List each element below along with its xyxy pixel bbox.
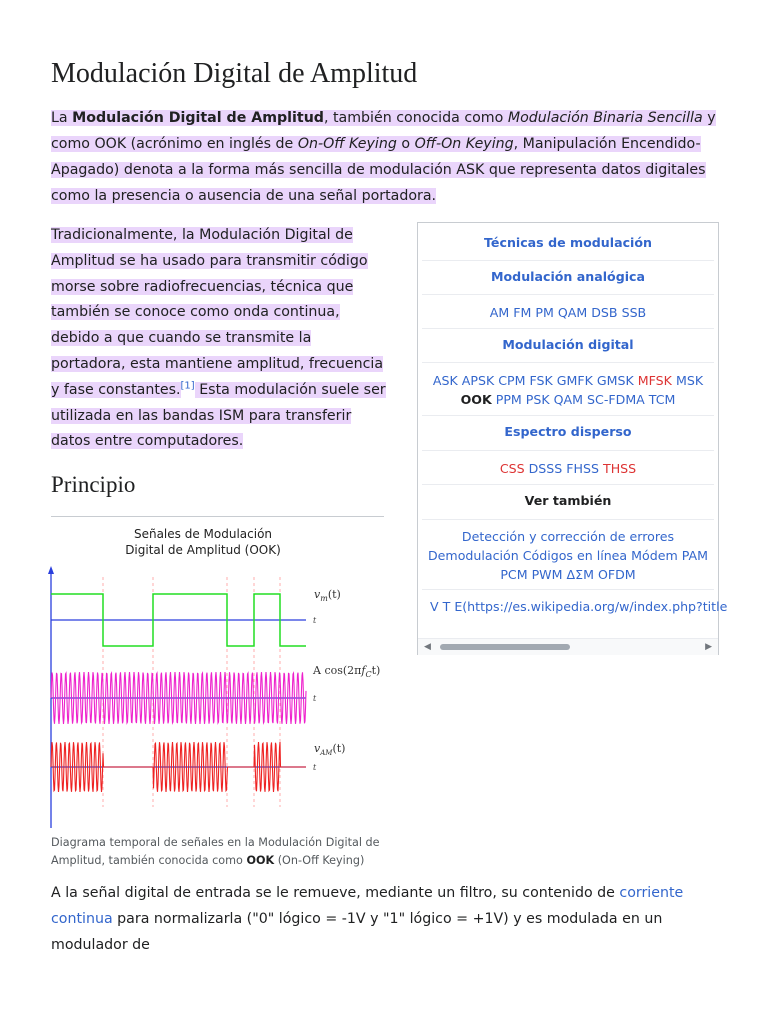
vte-links[interactable]: V T E(https://es.wikipedia.org/w/index.php?title [430,599,728,614]
navbox-analog-heading[interactable]: Modulación analógica [491,269,645,284]
label-vam: $v_{AM}(t)$ [314,742,346,757]
intro-italic-1: Modulación Binaria Sencilla [507,110,703,126]
navbox-divider [422,519,714,520]
css-redlink[interactable]: CSS [499,461,525,476]
navbox-divider [422,260,714,261]
navbox-digital-heading[interactable]: Modulación digital [502,337,634,352]
spread-items[interactable]: DSSS FHSS [524,461,604,476]
see-also-line-3[interactable]: PCM PWM ΔΣM OFDM [500,567,636,582]
label-carrier: A $\cos(2\pi f_Ct)$ [313,664,381,679]
intro-text-4: o [396,136,415,152]
intro-bold-term: Modulación Digital de Amplitud [72,110,324,126]
corriente-continua-link[interactable]: corriente continua [51,885,684,927]
navbox-divider [422,294,714,295]
see-also-line-2[interactable]: Demodulación Códigos en línea Módem PAM [427,548,708,563]
digital-items-2[interactable]: MSK [671,373,704,388]
axis-t-label-1: t [313,616,317,625]
navbox-see-also-list[interactable] [422,527,714,584]
navbox-divider [422,450,714,451]
ook-signal-figure[interactable] [40,522,381,832]
horizontal-scrollbar[interactable] [418,638,718,655]
scrollbar-thumb[interactable] [440,644,570,650]
section-heading-principio: Principio [51,472,136,497]
caption-text-2: (On-Off Keying) [274,854,365,867]
intro-italic-2: On-Off Keying [297,136,397,152]
navbox-see-also-heading: Ver también [524,493,612,508]
navbox-analog-list[interactable]: AM FM PM QAM DSB SSB [489,305,647,320]
history-text-2: Esta modulación suele ser utilizada en las bandas ISM para transferir datos entre computadores. [51,381,386,450]
figure-caption [51,834,381,870]
navbox-divider [422,362,714,363]
scroll-right-arrow-icon[interactable]: ▶ [705,642,712,652]
caption-text-1: Diagrama temporal de señales en la Modulación Digital de Amplitud, también conocida como [51,836,380,867]
navbox-digital-list[interactable] [422,371,714,409]
body-paragraph [51,880,731,958]
axis-t-label-3: t [313,763,317,772]
intro-text-3: y como OOK (acrónimo en inglés de [51,110,716,152]
navbox-divider [422,328,714,329]
see-also-line-1[interactable]: Detección y corrección de errores [461,529,675,544]
vertical-axis-arrow-icon [48,566,54,574]
modulation-navbox [417,222,728,655]
intro-italic-3: Off-On Keying [414,136,514,152]
axis-t-label-2: t [313,694,317,703]
section-divider [51,516,384,517]
ook-current-item: OOK [460,392,492,407]
navbox-divider [422,484,714,485]
reference-link[interactable]: [1] [180,380,195,392]
digital-items-3[interactable]: PPM PSK QAM SC-FDMA TCM [491,392,676,407]
navbox-spread-list[interactable] [422,459,714,478]
intro-text-2: , también conocida como [323,110,508,126]
body-text-2: para normalizarla ("0" lógico = -1V y "1" lógico = +1V) y es modulada en un modulador de [51,911,663,953]
history-text-1: Tradicionalmente, la Modulación Digital de Amplitud se ha usado para transmitir código morse sobre radiofrecuencias, técnica que también se conoce como onda continua, debido a que cuando se transmite la portadora, esta mantiene amplitud, frecuencia y fase constantes. [51,227,384,398]
intro-text-1: La [51,110,73,126]
thss-redlink[interactable]: THSS [603,461,637,476]
history-paragraph [51,223,387,455]
navbox-divider [422,589,714,590]
caption-bold: OOK [246,854,275,867]
body-text-1: A la señal digital de entrada se le remueve, mediante un filtro, su contenido de [51,885,620,901]
navbox-spread-heading[interactable]: Espectro disperso [504,424,632,439]
digital-items-1[interactable]: ASK APSK CPM FSK GMFK GMSK [432,373,638,388]
ook-diagram [40,522,381,832]
mfsk-redlink[interactable]: MFSK [637,373,672,388]
intro-paragraph [51,105,717,209]
label-vm: $v_m(t)$ [314,588,341,603]
figure-title-line1: Señales de Modulación [133,527,273,541]
page-title: Modulación Digital de Amplitud [51,58,418,89]
intro-text-5: , Manipulación Encendido-Apagado) denota a la forma más sencilla de modulación ASK que representa datos digitales como la presencia o ausencia de una señal portadora. [51,136,706,204]
navbox-divider [422,415,714,416]
navbox-title[interactable]: Técnicas de modulación [484,235,652,250]
figure-title-line2: Digital de Amplitud (OOK) [125,543,281,557]
scroll-left-arrow-icon[interactable]: ◀ [424,642,431,652]
